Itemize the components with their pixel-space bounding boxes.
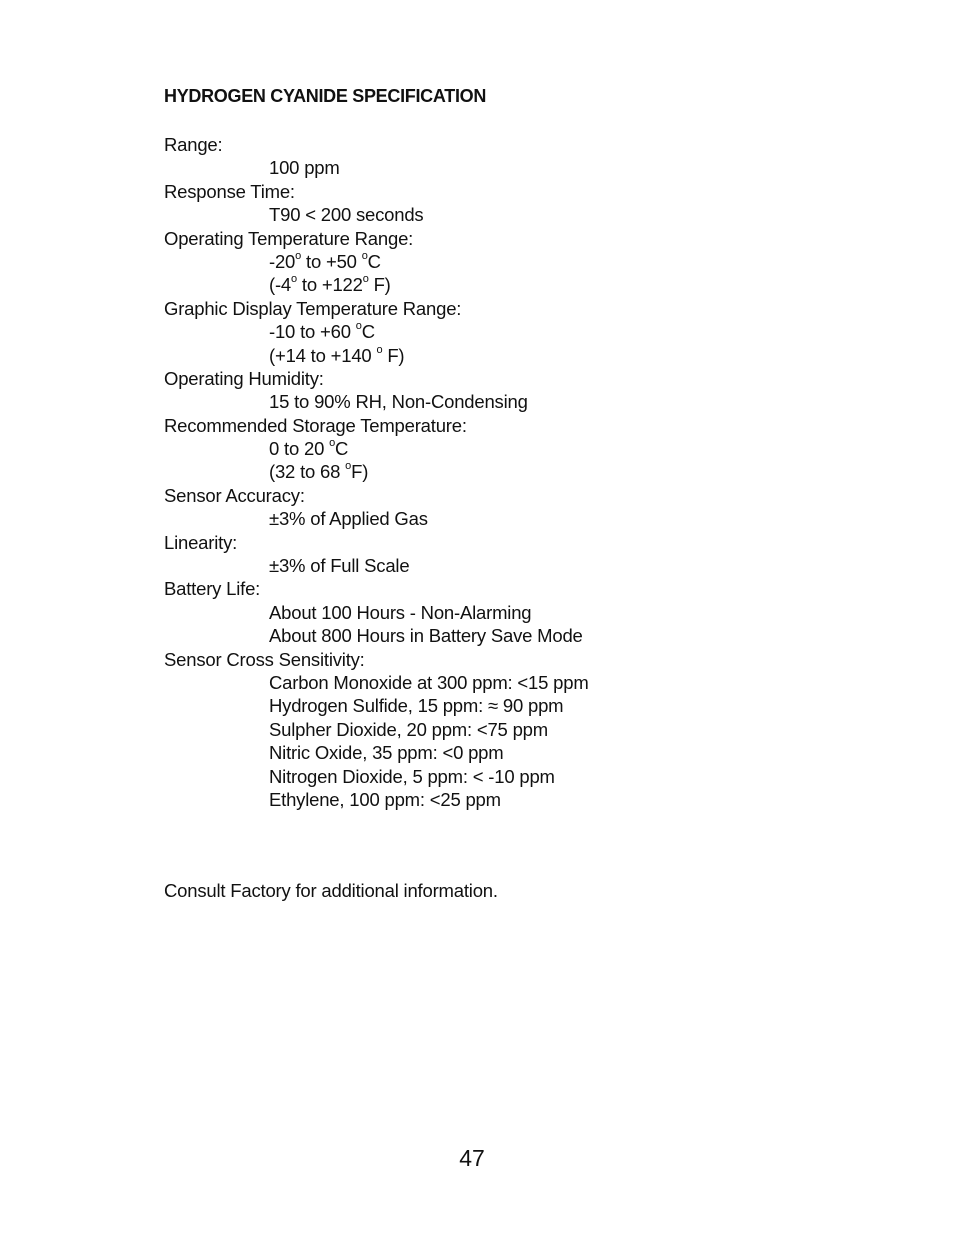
spec-label: Recommended Storage Temperature: (164, 414, 467, 436)
spec-label: Operating Humidity: (164, 367, 324, 389)
spec-value: 15 to 90% RH, Non-Condensing (269, 391, 528, 413)
spec-label: Range: (164, 134, 223, 155)
spec-value: About 100 Hours - Non-Alarming (269, 601, 532, 623)
spec-value: 0 to 20 $^o$C (269, 437, 349, 460)
spec-value: (32 to 68 $^o$F) (269, 460, 369, 483)
spec-value: (-4$^o$ to $+122^o$ F) (269, 273, 391, 296)
page-number: 47 (459, 1145, 485, 1171)
spec-value: Ethylene, 100 ppm: <25 ppm (269, 788, 501, 810)
spec-label: Sensor Accuracy: (164, 484, 305, 506)
degree-mark: o (329, 437, 336, 450)
spec-list (164, 133, 864, 811)
spec-value: 100 ppm (269, 157, 340, 179)
spec-value: ±3% of Full Scale (269, 555, 410, 577)
footer-note: Consult Factory for additional information. (164, 880, 498, 901)
spec-label: Linearity: (164, 531, 238, 553)
degree-mark: o (291, 273, 297, 286)
spec-label: Graphic Display Temperature Range: (164, 297, 462, 319)
spec-value: About 800 Hours in Battery Save Mode (269, 625, 583, 647)
spec-value: Nitric Oxide, 35 ppm: <0 ppm (269, 742, 504, 764)
degree-mark: o (362, 273, 369, 286)
page-title: HYDROGEN CYANIDE SPECIFICATION (164, 86, 487, 106)
degree-mark: o (376, 343, 383, 356)
degree-mark: o (295, 249, 302, 262)
spec-label: Operating Temperature Range: (164, 227, 414, 249)
spec-value: Hydrogen Sulfide, 15 ppm: ≈ 90 ppm (269, 695, 564, 717)
spec-label: Sensor Cross Sensitivity: (164, 648, 365, 670)
spec-value: T90 < 200 seconds (269, 204, 424, 226)
spec-label: Response Time: (164, 180, 295, 202)
degree-mark: o (355, 320, 362, 333)
spec-value: Sulpher Dioxide, 20 ppm: <75 ppm (269, 718, 548, 740)
degree-mark: o (361, 249, 368, 262)
spec-value: Carbon Monoxide at 300 ppm: <15 ppm (269, 671, 589, 693)
spec-value: -10 to +60 $^o$C (269, 320, 375, 343)
degree-mark: o (345, 460, 352, 473)
spec-label: Battery Life: (164, 578, 261, 600)
spec-value: ±3% of Applied Gas (269, 508, 428, 530)
spec-value: Nitrogen Dioxide, 5 ppm: < -10 ppm (269, 765, 555, 787)
spec-value: -20$^o$ to +50 $^o$C (269, 249, 381, 272)
spec-value: (+14 to +140 $^o$ F) (269, 343, 405, 366)
